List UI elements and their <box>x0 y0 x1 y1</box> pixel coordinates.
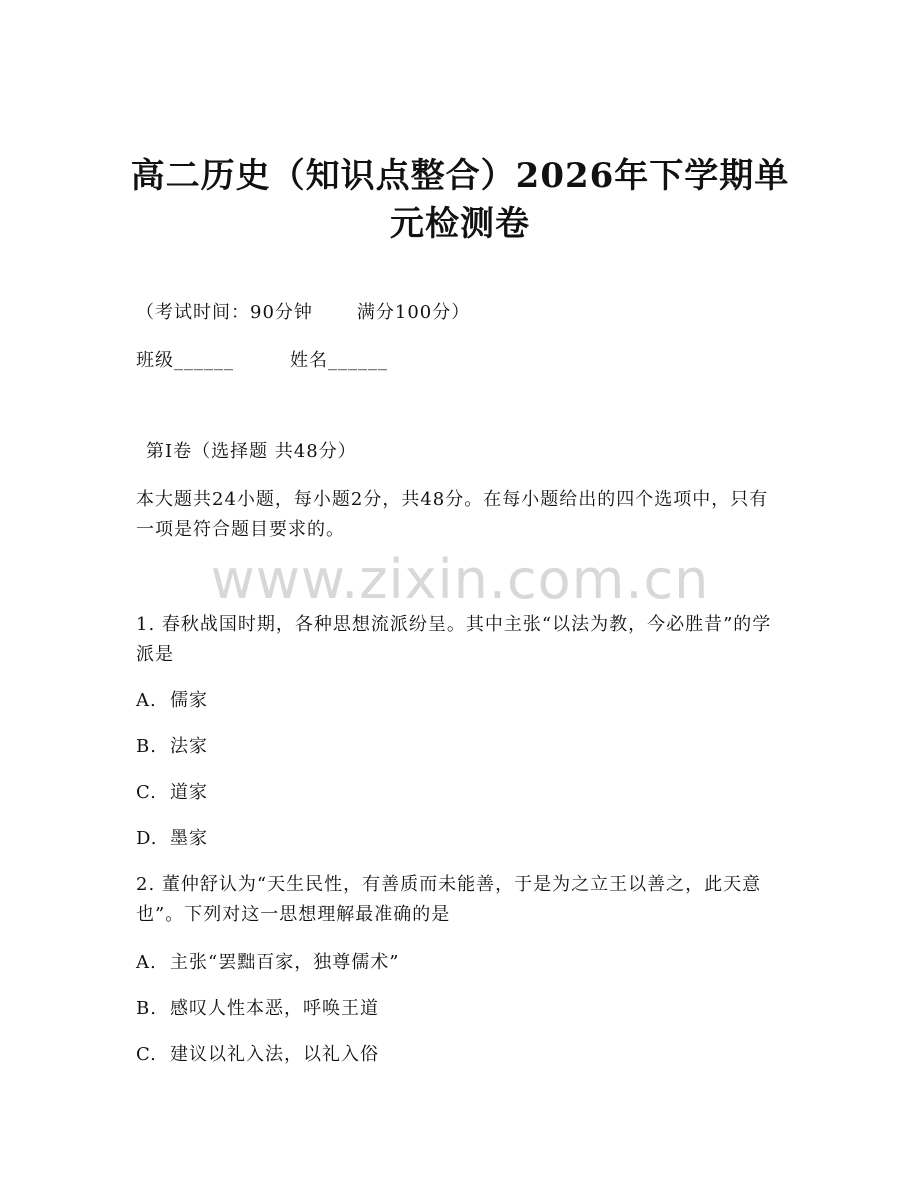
option-letter: C. <box>136 1044 157 1065</box>
question-2-stem: 2. 董仲舒认为“天生民性，有善质而未能善，于是为之立王以善之，此天意也”。下列对这一思想理解最准确的是 <box>136 874 762 925</box>
question-1-option-c <box>136 778 796 808</box>
option-text: 建议以礼入法，以礼入俗 <box>170 1044 379 1065</box>
option-text: 道家 <box>170 782 208 803</box>
exam-info-line <box>136 298 796 328</box>
question-1-option-d <box>136 824 796 854</box>
question-1-option-a <box>136 686 796 716</box>
question-2-option-b <box>136 994 796 1024</box>
option-text: 法家 <box>170 736 208 757</box>
student-info-line <box>136 346 796 376</box>
question-2-option-c <box>136 1040 796 1070</box>
section-instructions: 本大题共24小题，每小题2分，共48分。在每小题给出的四个选项中，只有一项是符合题目要求的。 <box>136 489 769 540</box>
exam-time: （考试时间：90分钟 <box>136 302 313 323</box>
option-letter: B. <box>136 998 157 1019</box>
class-field: 班级______ <box>136 350 234 371</box>
option-letter: A. <box>136 952 157 973</box>
question-2-option-a <box>136 948 796 978</box>
option-letter: C. <box>136 782 157 803</box>
option-letter: D. <box>136 828 158 849</box>
name-field: 姓名______ <box>290 350 388 371</box>
question-1-stem: 1. 春秋战国时期，各种思想流派纷呈。其中主张“以法为教，今必胜昔”的学派是 <box>136 614 772 665</box>
watermark: www.zixin.com.cn <box>210 548 710 611</box>
option-letter: A. <box>136 690 157 711</box>
option-text: 主张“罢黜百家，独尊儒术” <box>170 952 400 973</box>
document-title: 高二历史（知识点整合）2026年下学期单元检测卷 <box>130 156 790 244</box>
option-letter: B. <box>136 736 157 757</box>
option-text: 感叹人性本恶，呼唤王道 <box>170 998 379 1019</box>
exam-full-score: 满分100分） <box>356 302 471 323</box>
option-text: 儒家 <box>170 690 208 711</box>
option-text: 墨家 <box>170 828 208 849</box>
section-heading: 第Ⅰ卷（选择题 共48分） <box>146 441 357 462</box>
question-1-option-b <box>136 732 796 762</box>
